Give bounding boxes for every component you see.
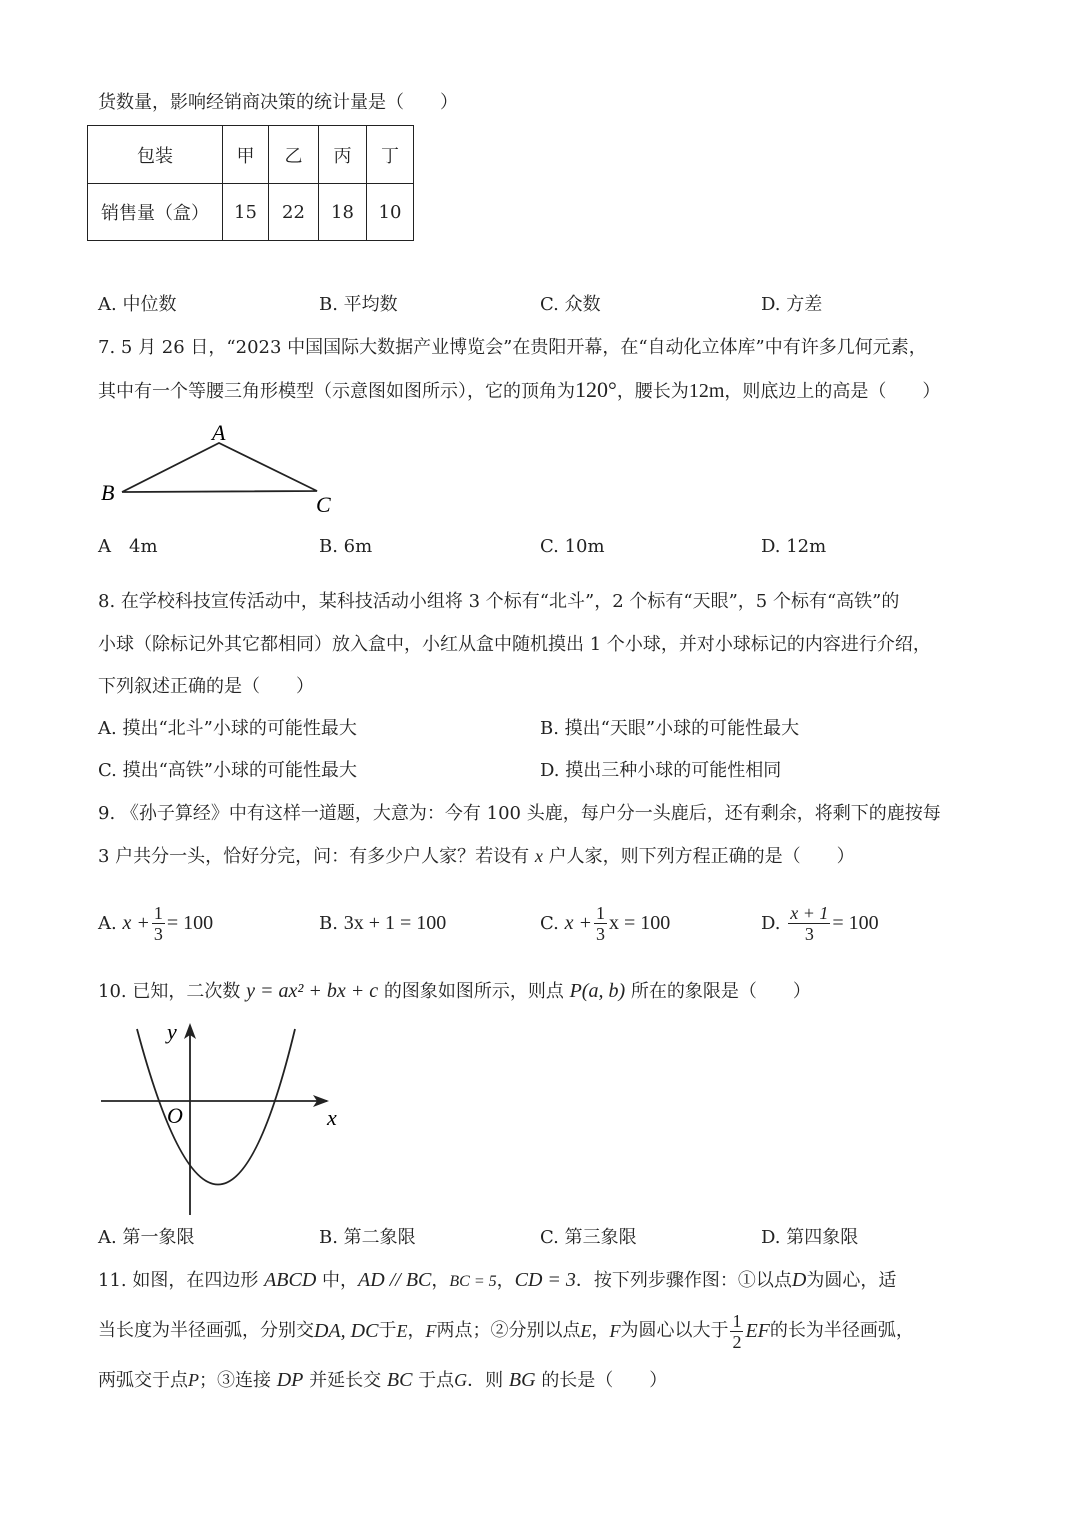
q10-option-a: A. 第一象限	[98, 1227, 195, 1248]
q10-text: 的图象如图所示，则点	[383, 981, 564, 1002]
q9-option-d	[761, 896, 879, 950]
q11-text: 于	[378, 1320, 397, 1341]
eq-part: 3x + 1 = 100	[343, 911, 447, 934]
q8-option-a: A. 摸出“北斗”小球的可能性最大	[98, 718, 357, 739]
fraction	[730, 1311, 743, 1352]
q10-text: 所在的象限是（ ）	[630, 981, 811, 1002]
q10-parabola-figure	[95, 1015, 355, 1220]
q11-math: BC = 5	[449, 1273, 497, 1290]
q11-text: ．按下列步骤作图：①以点	[575, 1270, 792, 1291]
q7-length: 12m	[688, 380, 725, 402]
q7-option-d: D. 12m	[761, 536, 827, 557]
q7-text: ，则底边上的高是（ ）	[724, 381, 941, 402]
q11-line-3	[98, 1368, 667, 1393]
q6-option-c: C. 众数	[540, 294, 601, 315]
q8-option-c: C. 摸出“高铁”小球的可能性最大	[98, 760, 357, 781]
eq-part: = 100	[832, 911, 879, 934]
q9-option-a	[98, 896, 213, 950]
q11-math: EF	[745, 1320, 770, 1342]
q11-line-2	[98, 1306, 914, 1356]
q6-option-d: D. 方差	[761, 294, 823, 315]
table-cell: 销售量（盒）	[88, 184, 223, 241]
q9-line-2	[98, 844, 855, 869]
q11-line-1	[98, 1268, 896, 1294]
q10-option-b: B. 第二象限	[319, 1227, 416, 1248]
table-cell: 22	[269, 184, 319, 241]
q7-line-2	[98, 378, 940, 404]
fraction-numerator: 1	[732, 1310, 742, 1331]
q6-stem-tail: 货数量，影响经销商决策的统计量是（ ）	[98, 92, 458, 113]
fraction-denominator: 3	[804, 923, 814, 944]
q8-option-d: D. 摸出三种小球的可能性相同	[540, 760, 782, 781]
q11-math: BG	[508, 1369, 536, 1391]
q11-text: 11. 如图，在四边形	[98, 1270, 259, 1291]
q10-text: 10. 已知，二次数	[98, 981, 241, 1002]
vertex-label-a: A	[212, 420, 226, 445]
q11-math: AD // BC	[358, 1269, 432, 1291]
table-cell: 10	[367, 184, 414, 241]
option-label: A.	[98, 912, 117, 934]
fraction-denominator: 2	[732, 1331, 742, 1352]
q11-text: 两点；②分别以点	[436, 1320, 581, 1341]
eq-part: = 100	[166, 911, 214, 934]
table-cell: 15	[223, 184, 269, 241]
q9-text: 户人家，则下列方程正确的是（ ）	[548, 846, 855, 867]
q10-line	[98, 979, 811, 1004]
fraction-denominator: 3	[595, 923, 605, 944]
q10-option-d: D. 第四象限	[761, 1227, 859, 1248]
table-cell: 丙	[319, 126, 367, 184]
q11-text: 两弧交于点	[98, 1370, 188, 1391]
table-cell: 包装	[88, 126, 223, 184]
q11-text: 于点	[418, 1370, 455, 1391]
q11-math: ABCD	[264, 1269, 317, 1291]
fraction	[788, 903, 830, 944]
q7-text: ，腰长为	[616, 381, 689, 402]
q11-math: E	[396, 1321, 408, 1341]
table-row	[88, 184, 414, 241]
q7-angle: 120°	[575, 377, 617, 402]
option-label: B.	[319, 912, 338, 934]
triangle-abc	[122, 443, 317, 492]
q6-option-a: A. 中位数	[98, 294, 177, 315]
eq-part: x +	[564, 911, 592, 934]
fraction-denominator: 3	[153, 923, 163, 944]
q11-math: G	[454, 1370, 468, 1390]
q6-option-b: B. 平均数	[319, 294, 398, 315]
origin-label: O	[167, 1103, 183, 1128]
q9-text: 3 户共分一头，恰好分完，问：有多少户人家？若设有	[98, 846, 530, 867]
q10-point: P(a, b)	[569, 980, 626, 1002]
q11-text: 并延长交	[309, 1370, 382, 1391]
q9-line-1: 9. 《孙子算经》中有这样一道题，大意为：今有 100 头鹿，每户分一头鹿后，还有剩余，将剩下的鹿按每	[98, 803, 941, 824]
q11-text: 为圆心以大于	[620, 1320, 729, 1341]
q11-text: ，	[431, 1270, 450, 1291]
table-cell: 乙	[269, 126, 319, 184]
fraction-numerator: x + 1	[790, 902, 829, 923]
q7-option-b: B. 6m	[319, 536, 373, 557]
table-cell: 丁	[367, 126, 414, 184]
q7-text: 其中有一个等腰三角形模型（示意图如图所示），它的顶角为	[98, 381, 575, 402]
q9-option-c	[540, 896, 670, 950]
fraction	[152, 903, 165, 944]
q11-text: 为圆心，适	[806, 1270, 897, 1291]
q11-text: ，	[591, 1320, 610, 1341]
vertex-label-b: B	[101, 480, 115, 505]
q11-math: DA, DC	[314, 1320, 379, 1342]
vertex-label-c: C	[316, 492, 331, 517]
q11-text: 中，	[322, 1270, 359, 1291]
q11-math: F	[609, 1321, 621, 1341]
q10-option-c: C. 第三象限	[540, 1227, 637, 1248]
table-row	[88, 126, 414, 184]
sales-table	[87, 125, 414, 241]
parabola-curve	[137, 1029, 295, 1185]
eq-part: x = 100	[608, 911, 671, 934]
q11-text: 的长为半径画弧，	[769, 1320, 914, 1341]
q7-option-a: A 4m	[98, 536, 158, 557]
x-axis-label: x	[327, 1105, 337, 1130]
q8-option-b: B. 摸出“天眼”小球的可能性最大	[540, 718, 800, 739]
q11-math: DP	[276, 1369, 304, 1391]
q7-line-1: 7. 5 月 26 日，“2023 中国国际大数据产业博览会”在贵阳开幕，在“自动化立体库”中有许多几何元素，	[98, 337, 927, 358]
q11-math: F	[425, 1321, 437, 1341]
fraction	[594, 903, 607, 944]
fraction-numerator: 1	[595, 902, 605, 923]
q11-text: ．则	[467, 1370, 504, 1391]
q11-math: CD = 3	[514, 1269, 576, 1291]
q9-option-b	[319, 896, 446, 950]
eq-part: x +	[122, 911, 150, 934]
q9-var: x	[534, 846, 543, 866]
q11-text: 当长度为半径画弧，分别交	[98, 1320, 314, 1341]
q11-text: ，	[407, 1320, 426, 1341]
table-cell: 18	[319, 184, 367, 241]
q8-line-3: 下列叙述正确的是（ ）	[98, 676, 314, 697]
fraction-numerator: 1	[153, 902, 163, 923]
q7-option-c: C. 10m	[540, 536, 605, 557]
q11-text: 的长是（ ）	[541, 1370, 668, 1391]
q11-text: ；③连接	[199, 1370, 271, 1391]
q11-math: D	[791, 1269, 807, 1291]
q10-function: y = ax² + bx + c	[246, 980, 379, 1002]
q7-triangle-figure	[95, 418, 345, 518]
table-cell: 甲	[223, 126, 269, 184]
option-label: C.	[540, 912, 559, 934]
q8-line-1: 8. 在学校科技宣传活动中，某科技活动小组将 3 个标有“北斗”，2 个标有“天眼”，5 个标有“高铁”的	[98, 591, 900, 612]
q11-math: BC	[386, 1369, 413, 1391]
q8-line-2: 小球（除标记外其它都相同）放入盒中，小红从盒中随机摸出 1 个小球，并对小球标记的内容进行介绍，	[98, 634, 931, 655]
q11-text: ，	[496, 1270, 515, 1291]
q11-math: E	[580, 1321, 592, 1341]
y-axis-label: y	[167, 1019, 177, 1044]
q11-math: P	[188, 1370, 199, 1390]
option-label: D.	[761, 912, 781, 934]
